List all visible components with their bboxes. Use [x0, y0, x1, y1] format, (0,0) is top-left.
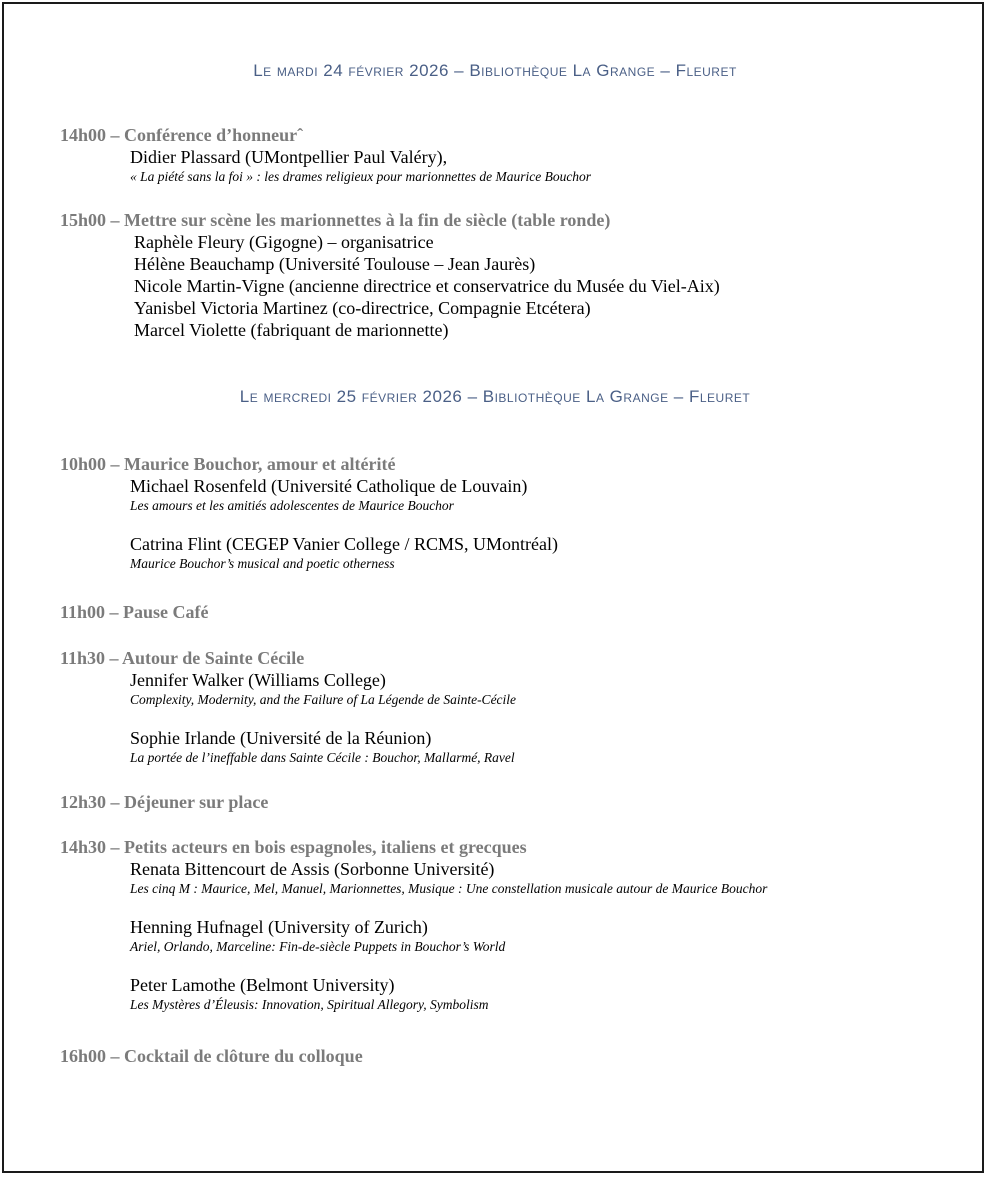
- talk-title: Maurice Bouchor’s musical and poetic otherness: [130, 556, 395, 571]
- spacer: [60, 515, 960, 533]
- talk-title: Les cinq M : Maurice, Mel, Manuel, Marionnettes, Musique : Une constellation musicale autour de Maurice Bouchor: [130, 881, 768, 896]
- session-wooden-actors: [60, 836, 960, 1014]
- session-love-otherness: [60, 453, 960, 573]
- speaker-name: Michael Rosenfeld (Université Catholique de Louvain): [130, 476, 528, 496]
- session-title: 11h00 – Pause Café: [60, 602, 209, 622]
- session-title: 12h30 – Déjeuner sur place: [60, 792, 269, 812]
- speaker-name: Renata Bittencourt de Assis (Sorbonne Université): [130, 859, 495, 879]
- session-title: 14h30 – Petits acteurs en bois espagnoles, italiens et grecques: [60, 837, 527, 857]
- session-title: 16h00 – Cocktail de clôture du colloque: [60, 1046, 363, 1066]
- panelist-name: Hélène Beauchamp (Université Toulouse – Jean Jaurès): [134, 254, 536, 274]
- panelist-name: Marcel Violette (fabriquant de marionnette): [134, 320, 449, 340]
- panelist-name: Nicole Martin-Vigne (ancienne directrice et conservatrice du Musée du Viel-Aix): [134, 276, 720, 296]
- session-closing-cocktail: [60, 1045, 960, 1067]
- talk-title: Les Mystères d’Éleusis: Innovation, Spiritual Allegory, Symbolism: [130, 997, 489, 1012]
- spacer: [60, 709, 960, 727]
- speaker-name: Catrina Flint (CEGEP Vanier College / RCMS, UMontréal): [130, 534, 558, 554]
- session-title: 15h00 – Mettre sur scène les marionnettes à la fin de siècle (table ronde): [60, 210, 611, 230]
- session-coffee-break: [60, 601, 960, 623]
- session-title: 11h30 – Autour de Sainte Cécile: [60, 648, 305, 668]
- speaker-name: Didier Plassard (UMontpellier Paul Valéry),: [130, 147, 448, 167]
- speaker-name: Peter Lamothe (Belmont University): [130, 975, 395, 995]
- panelist-name: Raphèle Fleury (Gigogne) – organisatrice: [134, 232, 434, 252]
- speaker-name: Sophie Irlande (Université de la Réunion): [130, 728, 432, 748]
- session-keynote: [60, 124, 960, 186]
- spacer: [60, 956, 960, 974]
- speaker-name: Henning Hufnagel (University of Zurich): [130, 917, 428, 937]
- spacer: [60, 898, 960, 916]
- panelist-name: Yanisbel Victoria Martinez (co-directrice, Compagnie Etcétera): [134, 298, 591, 318]
- talk-title: La portée de l’ineffable dans Sainte Cécile : Bouchor, Mallarmé, Ravel: [130, 750, 515, 765]
- session-lunch: [60, 791, 960, 813]
- session-sainte-cecile: [60, 647, 960, 767]
- session-title: 14h00 – Conférence d’honneurˆ: [60, 125, 304, 145]
- talk-title: Ariel, Orlando, Marceline: Fin-de-siècle Puppets in Bouchor’s World: [130, 939, 506, 954]
- speaker-name: Jennifer Walker (Williams College): [130, 670, 386, 690]
- talk-title: Complexity, Modernity, and the Failure of La Légende de Sainte-Cécile: [130, 692, 517, 707]
- talk-title: Les amours et les amitiés adolescentes de Maurice Bouchor: [130, 498, 454, 513]
- session-title: 10h00 – Maurice Bouchor, amour et altérité: [60, 454, 396, 474]
- day-header-tuesday: Le mardi 24 février 2026 – Bibliothèque La Grange – Fleuret: [253, 61, 737, 80]
- day-header-wednesday: Le mercredi 25 février 2026 – Bibliothèque La Grange – Fleuret: [239, 387, 751, 406]
- session-round-table: [60, 209, 960, 341]
- talk-title: « La piété sans la foi » : les drames religieux pour marionnettes de Maurice Bouchor: [130, 169, 592, 184]
